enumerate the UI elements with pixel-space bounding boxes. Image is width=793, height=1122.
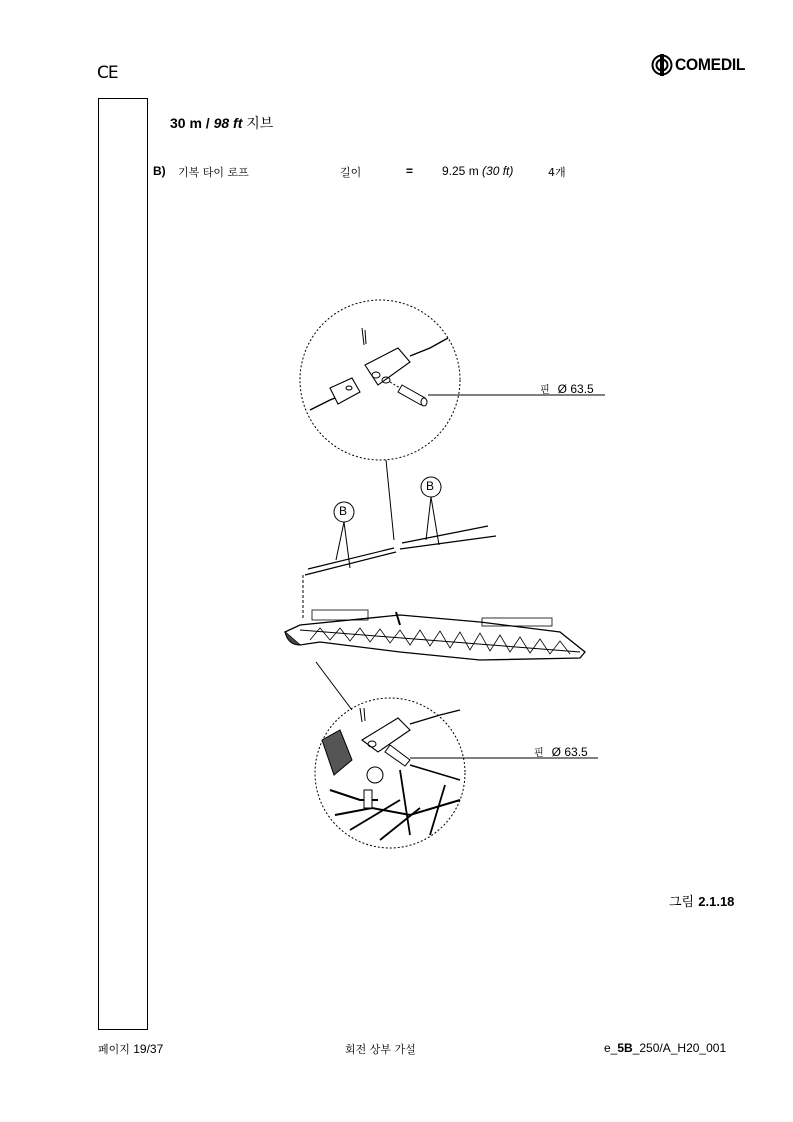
footer-page (98, 1041, 163, 1057)
title-length-imperial: 98 ft (213, 115, 243, 131)
spec-quantity: 4개 (548, 166, 566, 179)
footer-page-number: 19/37 (133, 1042, 164, 1056)
spec-length-label: 길이 (340, 166, 362, 179)
title-length-metric: 30 m / (170, 115, 210, 131)
footer-doc-prefix: e_ (604, 1041, 618, 1055)
logo-text: COMEDIL (675, 55, 746, 74)
figure-caption (669, 891, 734, 910)
top-pin-callout (540, 381, 594, 396)
footer-center (345, 1041, 416, 1057)
spec-equals: = (406, 164, 414, 178)
title-suffix: 지브 (246, 116, 274, 132)
bottom-pin-callout (534, 744, 588, 759)
figure-number: 2.1.18 (698, 894, 735, 909)
marker-b-left-label: B (339, 504, 348, 518)
footer-center-title: 회전 상부 가설 (345, 1043, 416, 1056)
spec-value-metric: 9.25 m (442, 164, 479, 178)
marker-b-right-label: B (426, 479, 435, 493)
footer-doc-bold: 5B (617, 1041, 633, 1055)
footer-doc-code (604, 1041, 726, 1055)
footer-page-label: 페이지 (98, 1043, 130, 1056)
footer-doc-suffix: _250/A_H20_001 (632, 1041, 727, 1055)
bottom-pin-value: Ø 63.5 (551, 745, 588, 759)
jib-lattice (285, 610, 585, 660)
ce-mark: CE (97, 63, 118, 83)
spec-value-imperial: (30 ft) (482, 164, 514, 178)
top-pin-label: 핀 (540, 385, 550, 396)
tie-ropes (303, 526, 496, 620)
spec-letter: B) (153, 164, 166, 178)
figure-label: 그림 (669, 895, 695, 910)
spec-name: 기복 타이 로프 (178, 166, 249, 179)
top-pin-value: Ø 63.5 (557, 382, 594, 396)
bottom-pin-label: 핀 (534, 748, 544, 759)
